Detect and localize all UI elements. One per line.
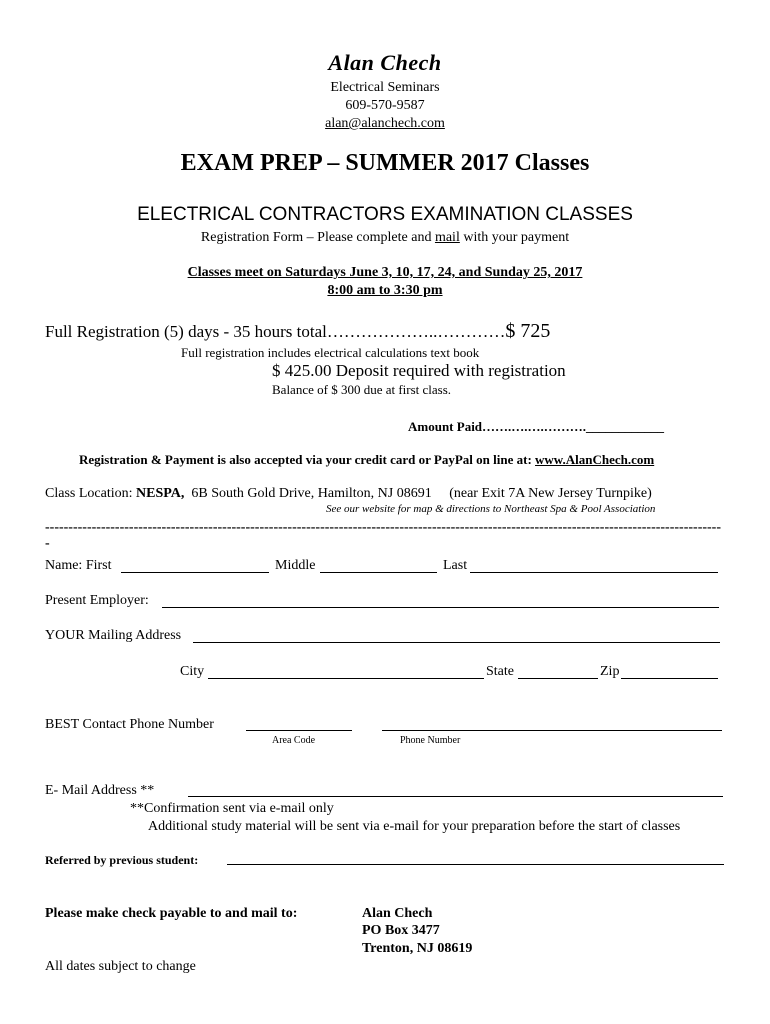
balance-note: Balance of $ 300 due at first class. bbox=[272, 382, 452, 397]
email-input[interactable] bbox=[188, 796, 723, 797]
phone-label: BEST Contact Phone Number bbox=[45, 717, 214, 732]
page-title: EXAM PREP – SUMMER 2017 Classes bbox=[180, 150, 590, 176]
instruction-text: Registration Form – Please complete and bbox=[200, 230, 435, 245]
company-email-link[interactable]: alan@alanchech.com bbox=[325, 116, 445, 131]
study-material-note: Additional study material will be sent via e-mail for your preparation before the start of classes bbox=[148, 819, 681, 834]
amount-paid-field[interactable]: Amount Paid…….….….……….____________ bbox=[408, 419, 665, 434]
last-name-input[interactable] bbox=[470, 572, 718, 573]
online-registration-note bbox=[79, 452, 654, 468]
separator-line: -------------------------------------------------------------------------------------------------------------------------------------------------- bbox=[45, 520, 722, 551]
phone-number-caption: Phone Number bbox=[400, 735, 461, 746]
mailing-address-label: YOUR Mailing Address bbox=[45, 628, 182, 643]
full-registration-line bbox=[45, 320, 550, 343]
deposit-note: $ 425.00 Deposit required with registration bbox=[272, 361, 566, 380]
schedule-dates: Classes meet on Saturdays June 3, 10, 17, 24, and Sunday 25, 2017 bbox=[187, 265, 583, 280]
company-phone: 609-570-9587 bbox=[345, 98, 425, 113]
payment-instruction: Please make check payable to and mail to: bbox=[45, 906, 298, 921]
employer-input[interactable] bbox=[162, 607, 719, 608]
footer-note: All dates subject to change bbox=[45, 959, 196, 974]
city-label: City bbox=[180, 664, 205, 679]
mailing-address-input[interactable] bbox=[193, 642, 720, 643]
online-note-text: Registration & Payment is also accepted via your credit card or PayPal on line at: bbox=[79, 452, 536, 467]
state-input[interactable] bbox=[518, 678, 598, 679]
middle-name-input[interactable] bbox=[320, 572, 437, 573]
full-registration-label: Full Registration (5) days - 35 hours total bbox=[45, 322, 327, 341]
location-address: 6B South Gold Drive, Hamilton, NJ 08691 (near Exit 7A New Jersey Turnpike) bbox=[184, 486, 652, 501]
employer-label: Present Employer: bbox=[45, 593, 149, 608]
leader-dots: ………………..………… bbox=[326, 322, 506, 341]
payee-po-box: PO Box 3477 bbox=[362, 923, 440, 938]
zip-input[interactable] bbox=[621, 678, 718, 679]
brand-name: Alan Chech bbox=[328, 50, 442, 75]
last-name-label: Last bbox=[443, 558, 468, 573]
full-price: $ 725 bbox=[505, 320, 551, 342]
referred-label: Referred by previous student: bbox=[45, 853, 199, 867]
phone-number-input[interactable] bbox=[382, 730, 722, 731]
area-code-input[interactable] bbox=[246, 730, 352, 731]
instruction-text-end: with your payment bbox=[459, 230, 570, 245]
payee-name: Alan Chech bbox=[362, 906, 433, 921]
confirmation-note: **Confirmation sent via e-mail only bbox=[130, 801, 334, 816]
first-name-input[interactable] bbox=[121, 572, 269, 573]
area-code-caption: Area Code bbox=[272, 735, 316, 746]
schedule-time: 8:00 am to 3:30 pm bbox=[327, 283, 443, 298]
website-map-note: See our website for map & directions to Northeast Spa & Pool Association bbox=[326, 503, 656, 515]
referred-input[interactable] bbox=[227, 864, 724, 865]
first-name-label: Name: First bbox=[45, 558, 112, 573]
includes-note: Full registration includes electrical calculations text book bbox=[181, 345, 480, 360]
city-input[interactable] bbox=[208, 678, 484, 679]
form-instruction bbox=[0, 230, 770, 246]
middle-name-label: Middle bbox=[275, 558, 316, 573]
location-label: Class Location: bbox=[45, 486, 136, 501]
payee-city: Trenton, NJ 08619 bbox=[362, 941, 473, 956]
website-link[interactable]: www.AlanChech.com bbox=[535, 452, 655, 467]
state-label: State bbox=[486, 664, 514, 679]
section-heading: ELECTRICAL CONTRACTORS EXAMINATION CLASSES bbox=[137, 204, 633, 225]
class-location bbox=[45, 486, 652, 502]
instruction-mail-word: mail bbox=[434, 230, 460, 245]
email-label: E- Mail Address ** bbox=[45, 783, 155, 798]
company-name: Electrical Seminars bbox=[330, 80, 440, 95]
location-venue: NESPA, bbox=[136, 486, 185, 501]
zip-label: Zip bbox=[600, 664, 620, 679]
